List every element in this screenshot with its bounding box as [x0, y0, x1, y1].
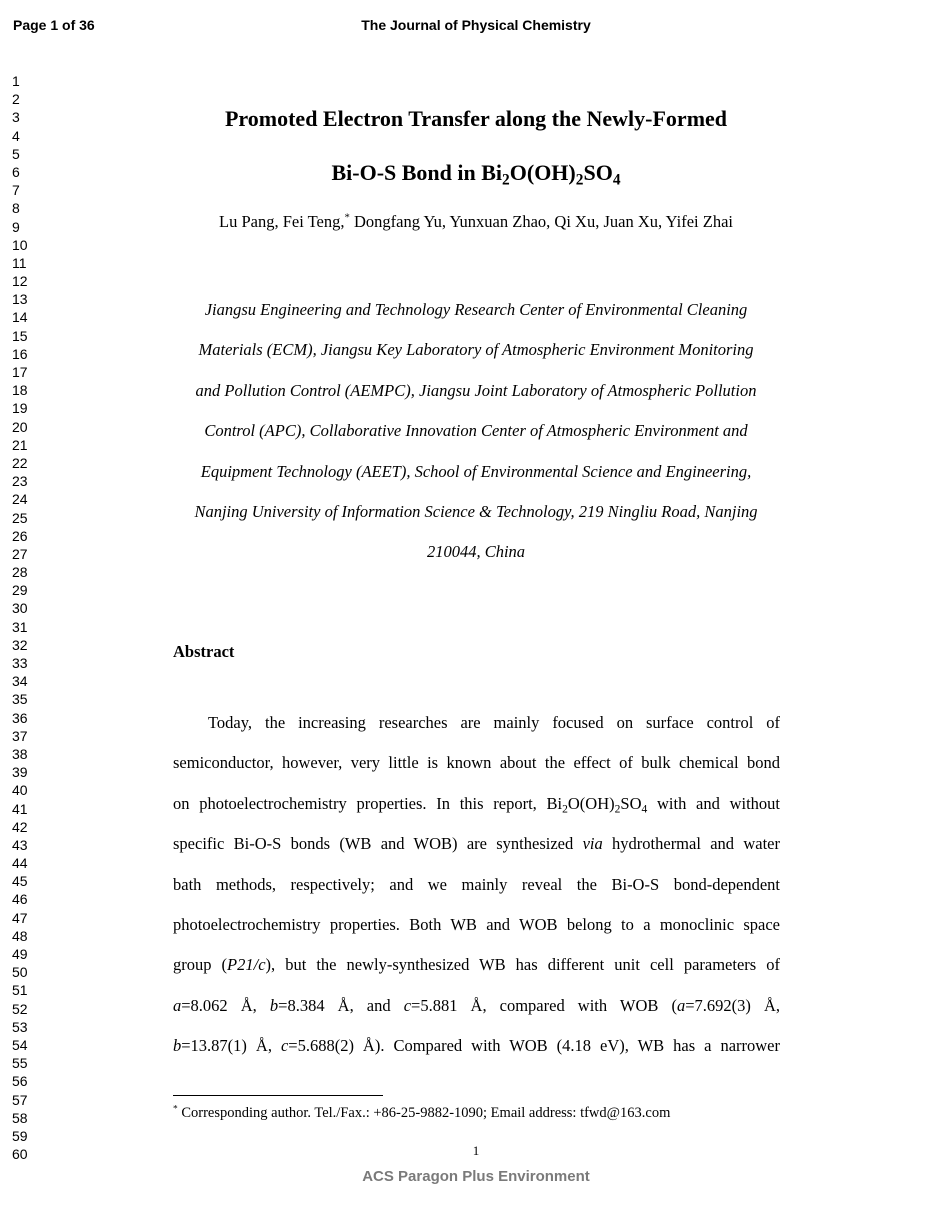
line-number: 60 — [12, 1146, 28, 1163]
line-number: 24 — [12, 491, 28, 508]
line-number: 25 — [12, 509, 28, 526]
footnote-rule — [173, 1095, 383, 1096]
line-number: 27 — [12, 545, 28, 562]
line-number: 41 — [12, 800, 28, 817]
abstract-body — [173, 703, 780, 1067]
affiliation-line: Nanjing University of Information Science & Technology, 219 Ningliu Road, Nanjing — [194, 501, 758, 521]
line-number: 18 — [12, 382, 28, 399]
footer-text: ACS Paragon Plus Environment — [362, 1168, 590, 1185]
affiliation-line: 210044, China — [426, 542, 526, 562]
line-number: 44 — [12, 855, 28, 872]
line-number: 57 — [12, 1091, 28, 1108]
line-number: 58 — [12, 1109, 28, 1126]
line-number: 48 — [12, 927, 28, 944]
paper-title-line-1: Promoted Electron Transfer along the Newly-Formed — [224, 106, 728, 131]
affiliation-line: Equipment Technology (AEET), School of Environmental Science and Engineering, — [200, 461, 752, 481]
line-number: 22 — [12, 454, 28, 471]
line-number: 17 — [12, 364, 28, 380]
line-number: 1 — [12, 73, 20, 89]
footnote: * Corresponding author. Tel./Fax.: +86-25-9882-1090; Email address: tfwd@163.com — [173, 1104, 671, 1121]
line-number: 46 — [12, 891, 28, 908]
line-number: 5 — [12, 145, 20, 162]
line-number: 12 — [12, 273, 28, 290]
affiliation-line: Materials (ECM), Jiangsu Key Laboratory of Atmospheric Environment Monitoring — [198, 340, 754, 360]
affiliation-line: Control (APC), Collaborative Innovation Center of Atmospheric Environment and — [204, 421, 748, 441]
abstract-line: bath methods, respectively; and we mainly reveal the Bi-O-S bond-dependent — [173, 874, 780, 894]
line-number: 28 — [12, 564, 28, 581]
line-number: 32 — [12, 636, 28, 653]
line-number: 45 — [12, 873, 28, 890]
line-number: 54 — [12, 1036, 28, 1053]
line-number: 10 — [12, 236, 28, 253]
line-number: 15 — [12, 327, 28, 344]
line-number: 55 — [12, 1055, 28, 1072]
line-number: 4 — [12, 127, 20, 144]
line-number: 38 — [12, 745, 28, 762]
line-number: 21 — [12, 436, 28, 453]
line-number: 43 — [12, 836, 28, 853]
line-number: 42 — [12, 818, 28, 835]
journal-name: The Journal of Physical Chemistry — [361, 17, 591, 33]
abstract-line: specific Bi-O-S bonds (WB and WOB) are synthesized via hydrothermal and water — [173, 834, 781, 854]
affiliation-line: and Pollution Control (AEMPC), Jiangsu Joint Laboratory of Atmospheric Pollution — [195, 380, 757, 400]
affiliation-line: Jiangsu Engineering and Technology Research Center of Environmental Cleaning — [204, 300, 748, 319]
line-number: 49 — [12, 946, 28, 962]
line-number: 19 — [12, 400, 28, 417]
line-number: 34 — [12, 673, 28, 690]
line-number: 16 — [12, 345, 28, 362]
line-number: 47 — [12, 909, 28, 926]
line-number: 50 — [12, 964, 28, 981]
line-number: 35 — [12, 691, 28, 708]
line-number: 11 — [12, 254, 27, 271]
page-number: 1 — [472, 1143, 480, 1158]
line-number: 31 — [12, 618, 28, 635]
abstract-heading: Abstract — [173, 642, 235, 661]
line-number: 7 — [12, 182, 20, 199]
abstract-line: semiconductor, however, very little is known about the effect of bulk chemical bond — [173, 753, 780, 773]
line-number: 14 — [12, 309, 28, 326]
paper-title-line-2: Bi-O-S Bond in $Bi_2O(OH)_2SO_4$ — [331, 160, 621, 189]
line-number: 9 — [12, 218, 20, 235]
abstract-line: photoelectrochemistry properties. Both WB and WOB belong to a monoclinic space — [173, 914, 780, 934]
line-number: 56 — [12, 1073, 28, 1090]
line-number: 8 — [12, 200, 20, 217]
line-numbers — [12, 72, 28, 1163]
abstract-line: b=13.87(1) Å, c=5.688(2) Å). Compared with WOB (4.18 eV), WB has a narrower — [173, 1036, 780, 1056]
line-number: 26 — [12, 527, 28, 544]
line-number: 30 — [12, 600, 28, 617]
line-number: 3 — [12, 109, 20, 126]
line-number: 2 — [12, 91, 20, 108]
abstract-line: on photoelectrochemistry properties. In this report, $Bi_2O(OH)_2SO_4$ with and without — [173, 793, 780, 816]
line-number: 20 — [12, 418, 28, 435]
line-number: 33 — [12, 655, 28, 671]
abstract-line: Today, the increasing researches are mainly focused on surface control of — [208, 713, 780, 732]
line-number: 53 — [12, 1018, 28, 1035]
line-number: 51 — [12, 982, 28, 999]
line-number: 39 — [12, 764, 28, 781]
line-number: 59 — [12, 1127, 28, 1144]
line-number: 29 — [12, 582, 28, 599]
line-number: 52 — [12, 1000, 28, 1017]
line-number: 6 — [12, 163, 20, 180]
line-number: 13 — [12, 291, 28, 308]
line-number: 36 — [12, 709, 28, 726]
abstract-line: a=8.062 Å, b=8.384 Å, and c=5.881 Å, compared with WOB (a=7.692(3) Å, — [173, 995, 781, 1015]
page-label: Page 1 of 36 — [13, 17, 95, 33]
line-number: 40 — [12, 782, 28, 799]
affiliation — [160, 290, 792, 573]
abstract-line: group (P21/c), but the newly-synthesized WB has different unit cell parameters of — [173, 955, 780, 975]
author-list: Lu Pang, Fei Teng,* Dongfang Yu, Yunxuan Zhao, Qi Xu, Juan Xu, Yifei Zhai — [219, 211, 733, 231]
line-number: 23 — [12, 473, 28, 490]
line-number: 37 — [12, 727, 28, 744]
